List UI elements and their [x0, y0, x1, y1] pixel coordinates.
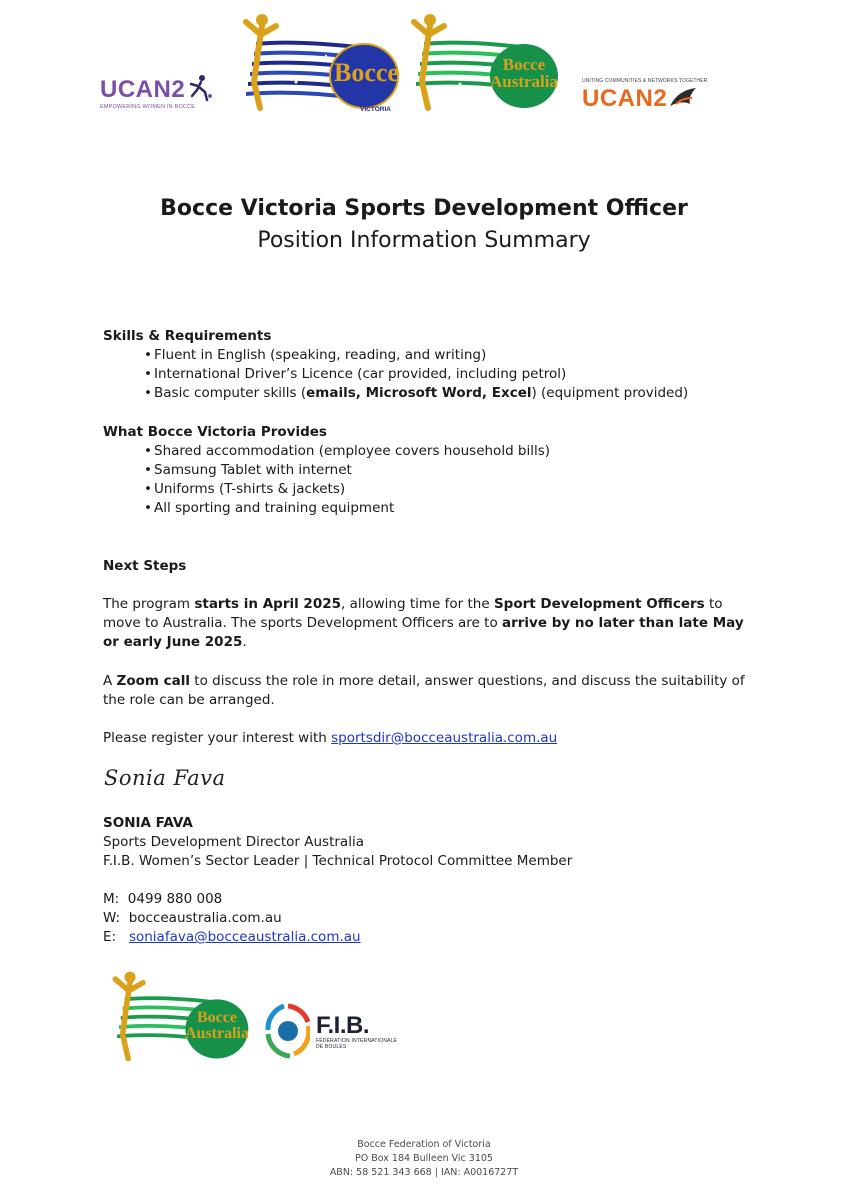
bottom-bocce-line2: Australia	[185, 1025, 249, 1042]
ucan2-purple-logo	[100, 74, 232, 114]
next-steps-paragraph-1	[103, 595, 753, 652]
footer-line-1: Bocce Federation of Victoria	[357, 1139, 491, 1150]
next-steps-paragraph-2	[103, 672, 753, 710]
bocce-victoria-logo	[236, 12, 402, 118]
ucan2-orange-logo	[582, 78, 714, 114]
bocce-victoria-logo-text: Bocce	[334, 58, 399, 87]
p1-bold-start-date: starts in April 2025	[194, 596, 342, 612]
provides-list	[144, 442, 763, 518]
footer-line-2: PO Box 184 Bulleen Vic 3105	[355, 1153, 493, 1164]
list-item	[144, 499, 763, 518]
email-label: E:	[103, 929, 117, 945]
web-value: bocceaustralia.com.au	[128, 910, 282, 926]
bottom-bocce-line1: Bocce	[197, 1009, 237, 1026]
skills-item-3-bold: emails, Microsoft Word, Excel	[306, 385, 532, 401]
bottom-bocce-australia-logo	[106, 968, 252, 1064]
ucan2-purple-tagline: EMPOWERING WOMEN IN BOCCE	[100, 104, 196, 110]
ucan2-orange-logo-text: UCAN2	[582, 85, 668, 112]
skills-item-2: International Driver’s Licence (car provided, including petrol)	[154, 366, 567, 382]
mobile-value: 0499 880 008	[127, 891, 223, 907]
provides-item-4: All sporting and training equipment	[154, 500, 395, 516]
ucan2-purple-logo-text: UCAN2	[100, 76, 186, 103]
contact-email-link[interactable]: soniafava@bocceaustralia.com.au	[128, 929, 361, 945]
signatory-name: SONIA FAVA	[103, 815, 193, 831]
skills-section	[103, 327, 763, 403]
skills-list	[144, 346, 763, 403]
signatory-role-2: F.I.B. Women’s Sector Leader | Technical Protocol Committee Member	[103, 853, 573, 869]
contact-mobile	[103, 890, 753, 909]
p1-text-g: .	[242, 634, 247, 650]
fib-emblem-icon	[264, 1002, 310, 1060]
signature-block	[103, 814, 753, 871]
fib-sub-2: DE BOULES	[316, 1044, 347, 1050]
fib-name: F.I.B.	[316, 1012, 370, 1039]
footer-line-3: ABN: 58 521 343 668 | IAN: A0016727T	[329, 1167, 519, 1178]
list-item	[144, 480, 763, 499]
list-item	[144, 461, 763, 480]
signatory-role-1: Sports Development Director Australia	[103, 834, 364, 850]
bird-icon	[668, 86, 698, 112]
p1-bold-arrival: arrive by no later than late May or early June 2025	[103, 615, 744, 650]
bocce-player-icon	[187, 74, 213, 102]
p2-text-c: to discuss the role in more detail, answer questions, and discuss the suitability of the role can be arranged.	[103, 673, 745, 708]
p2-bold-zoom: Zoom call	[116, 673, 191, 689]
fib-logo	[264, 1002, 404, 1062]
bocce-australia-logo-line1: Bocce	[502, 55, 546, 74]
next-steps-paragraph-3	[103, 729, 753, 748]
skills-item-3-pre: Basic computer skills (	[154, 385, 307, 401]
provides-item-2: Samsung Tablet with internet	[154, 462, 352, 478]
skills-item-3-post: ) (equipment provided)	[531, 385, 689, 401]
list-item	[144, 346, 763, 365]
p1-text-e: to move to Australia. The sports Development Officers are to	[103, 596, 723, 631]
provides-item-1: Shared accommodation (employee covers household bills)	[154, 443, 551, 459]
contact-web	[103, 909, 753, 928]
bocce-australia-logo	[404, 12, 562, 112]
contact-block	[103, 890, 753, 947]
p1-text-c: , allowing time for the	[341, 596, 494, 612]
fib-sub-1: FÉDÉRATION INTERNATIONALE	[316, 1038, 398, 1044]
provides-item-3: Uniforms (T-shirts & jackets)	[154, 481, 346, 497]
page-title: Bocce Victoria Sports Development Officer	[160, 196, 688, 221]
skills-heading: Skills & Requirements	[103, 328, 272, 344]
provides-heading: What Bocce Victoria Provides	[103, 424, 327, 440]
p2-text-a: A	[103, 673, 117, 689]
page-subtitle: Position Information Summary	[257, 228, 591, 253]
provides-section	[103, 423, 763, 518]
p1-text-a: The program	[103, 596, 195, 612]
signature-script: Sonia Fava	[104, 766, 226, 790]
list-item	[144, 442, 763, 461]
p3-text-a: Please register your interest with	[103, 730, 332, 746]
ucan2-orange-tagline: UNITING COMMUNITIES & NETWORKS TOGETHER	[582, 78, 708, 84]
web-label: W:	[103, 910, 121, 926]
register-email-link[interactable]: sportsdir@bocceaustralia.com.au	[331, 730, 558, 746]
contact-email	[103, 928, 753, 947]
list-item	[144, 365, 763, 384]
next-steps-heading: Next Steps	[103, 558, 187, 574]
bocce-australia-logo-line2: Australia	[490, 72, 558, 91]
skills-item-1: Fluent in English (speaking, reading, and writing)	[154, 347, 487, 363]
p1-bold-officers: Sport Development Officers	[493, 596, 705, 612]
bocce-victoria-logo-sub: VICTORIA	[360, 106, 391, 113]
footer	[0, 1138, 848, 1180]
mobile-label: M:	[103, 891, 120, 907]
list-item	[144, 384, 763, 403]
